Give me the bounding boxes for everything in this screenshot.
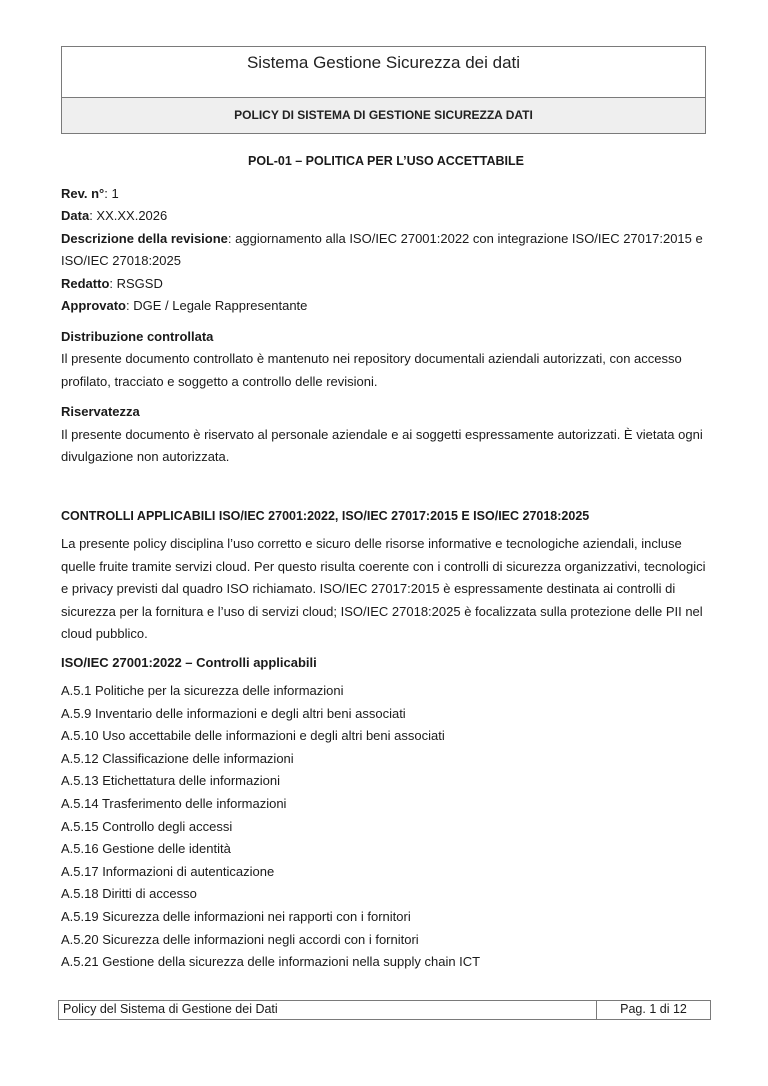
controls-heading: CONTROLLI APPLICABILI ISO/IEC 27001:2022, ISO/IEC 27017:2015 E ISO/IEC 27018:2025 [61, 508, 590, 523]
spacer [61, 469, 711, 505]
control-item: A.5.17 Informazioni di autenticazione [61, 863, 275, 879]
page-footer [58, 1000, 711, 1020]
controls-intro: La presente policy disciplina l’uso corretto e sicuro delle risorse informative e tecnologiche aziendali, incluse quelle fruite tramite servizi cloud. Per questo risulta coerente con i controlli di sicurezza organizzativi, tecnologici e privacy previsti dal quadro ISO richiamato. ISO/IEC 27017:2015 è espressamente destinata ai controlli di sicurezza per la fornitura e l’uso di servizi cloud; ISO/IEC 27018:2025 è focalizzata sulla protezione delle PII nel cloud pubblico. [61, 536, 706, 641]
control-item: A.5.19 Sicurezza delle informazioni nei rapporti con i fornitori [61, 908, 411, 924]
header-subtitle: POLICY DI SISTEMA DI GESTIONE SICUREZZA DATI [62, 98, 705, 133]
header-title: Sistema Gestione Sicurezza dei dati [62, 47, 705, 98]
distribution-heading: Distribuzione controllata [61, 328, 214, 344]
meta-label: Rev. n° [61, 185, 105, 201]
header-box [61, 46, 706, 134]
meta-revision [61, 183, 711, 206]
control-item: A.5.9 Inventario delle informazioni e degli altri beni associati [61, 705, 406, 721]
meta-label: Redatto [61, 275, 110, 291]
control-item: A.5.10 Uso accettabile delle informazioni e degli altri beni associati [61, 728, 445, 744]
meta-value: : aggiornamento alla ISO/IEC 27001:2022 con integrazione ISO/IEC 27017:2015 e ISO/IEC 27018:2025 [61, 230, 703, 268]
meta-label: Data [61, 208, 90, 223]
meta-approved [61, 295, 711, 318]
meta-value: : DGE / Legale Rappresentante [126, 298, 308, 313]
control-item: A.5.15 Controllo degli accessi [61, 818, 233, 834]
meta-value: : 1 [104, 185, 119, 201]
revision-metadata [61, 183, 711, 318]
meta-label: Approvato [61, 298, 126, 313]
document-title: POL-01 – POLITICA PER L’USO ACCETTABILE [248, 154, 524, 168]
meta-label: Descrizione della revisione [61, 230, 228, 246]
control-item: A.5.13 Etichettatura delle informazioni [61, 773, 280, 789]
page-number: Pag. 1 di 12 [620, 1002, 687, 1016]
meta-description [61, 228, 711, 273]
meta-drafted [61, 273, 711, 296]
control-item: A.5.21 Gestione della sicurezza delle informazioni nella supply chain ICT [61, 954, 481, 970]
meta-date [61, 205, 711, 228]
control-item: A.5.12 Classificazione delle informazioni [61, 750, 294, 766]
control-item: A.5.1 Politiche per la sicurezza delle informazioni [61, 683, 344, 698]
document-body [61, 150, 711, 974]
controls-list [61, 680, 711, 974]
meta-value: : XX.XX.2026 [89, 208, 168, 223]
control-item: A.5.16 Gestione delle identità [61, 841, 231, 857]
footer-document-name: Policy del Sistema di Gestione dei Dati [59, 1001, 597, 1019]
confidentiality-heading: Riservatezza [61, 404, 140, 419]
meta-value: : RSGSD [109, 275, 163, 291]
control-item: A.5.20 Sicurezza delle informazioni negli accordi con i fornitori [61, 931, 419, 947]
confidentiality-text: Il presente documento è riservato al personale aziendale e ai soggetti espressamente autorizzati. È vietata ogni divulgazione non autorizzata. [61, 426, 703, 464]
control-item: A.5.18 Diritti di accesso [61, 886, 197, 902]
controls-subheading: ISO/IEC 27001:2022 – Controlli applicabili [61, 654, 317, 670]
distribution-text: Il presente documento controllato è mantenuto nei repository documentali aziendali autorizzati, con accesso profilato, tracciato e soggetto a controllo delle revisioni. [61, 351, 682, 389]
control-item: A.5.14 Trasferimento delle informazioni [61, 795, 287, 811]
